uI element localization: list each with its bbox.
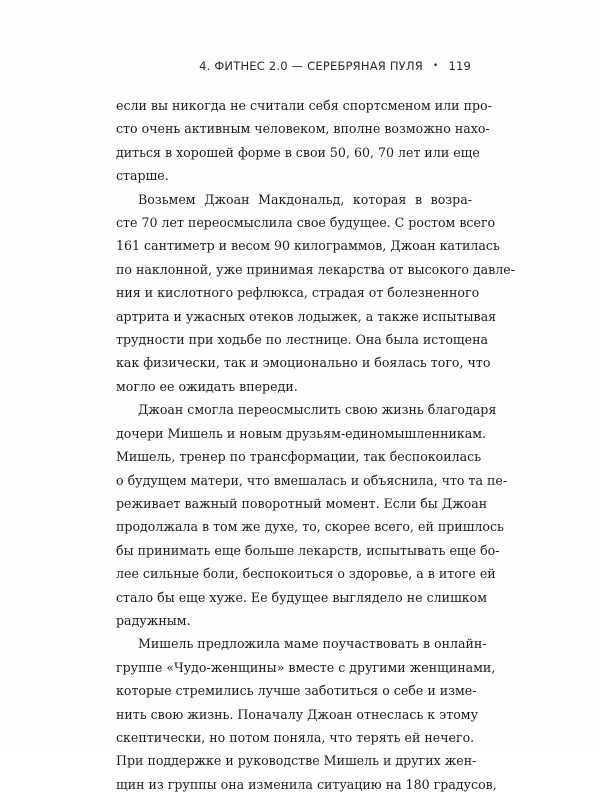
text-line: При поддержке и руководстве Мишель и других жен- bbox=[116, 753, 477, 769]
header-separator: • bbox=[432, 60, 439, 71]
text-line: Джоан смогла переосмыслить свою жизнь благодаря bbox=[138, 402, 497, 418]
text-line: о будущем матери, что вмешалась и объяснила, что та пе- bbox=[116, 472, 508, 488]
text-line: лее сильные боли, беспокоиться о здоровье, а в итоге ей bbox=[116, 566, 496, 582]
text-line: могло ее ожидать впереди. bbox=[116, 378, 298, 394]
text-line: трудности при ходьбе по лестнице. Она была истощена bbox=[116, 332, 488, 348]
text-line: группе «Чудо-женщины» вместе с другими женщинами, bbox=[116, 659, 496, 675]
text-line: нить свою жизнь. Поначалу Джоан отнеслась к этому bbox=[116, 706, 478, 722]
paragraph-3 bbox=[116, 398, 508, 632]
text-line: продолжала в том же духе, то, скорее всего, ей пришлось bbox=[116, 519, 504, 535]
paragraph-4 bbox=[116, 632, 497, 796]
text-line: сте 70 лет переосмыслила свое будущее. С ростом всего bbox=[116, 215, 496, 231]
text-line: диться в хорошей форме в свои 50, 60, 70 лет или еще bbox=[116, 144, 480, 160]
text-line: дочери Мишель и новым друзьям-единомышленникам. bbox=[116, 425, 487, 441]
body-text bbox=[116, 94, 515, 796]
text-line: как физически, так и эмоционально и боялась того, что bbox=[116, 355, 491, 371]
paragraph-1 bbox=[116, 94, 492, 188]
page-number: 119 bbox=[448, 59, 471, 73]
paragraph-2 bbox=[116, 188, 515, 399]
text-line: сто очень активным человеком, вполне возможно нахо- bbox=[116, 121, 490, 137]
text-line: старше. bbox=[116, 168, 169, 184]
text-line: радужным. bbox=[116, 612, 191, 628]
text-line: Возьмем Джоан Макдональд, которая в возра- bbox=[138, 191, 472, 207]
text-line: ния и кислотного рефлюкса, страдая от болезненного bbox=[116, 285, 480, 301]
text-line: Мишель, тренер по трансформации, так беспокоилась bbox=[116, 449, 482, 465]
text-line: стало бы еще хуже. Ее будущее выглядело не слишком bbox=[116, 589, 488, 605]
chapter-title: 4. ФИТНЕС 2.0 — СЕРЕБРЯНАЯ ПУЛЯ bbox=[199, 59, 423, 73]
text-line: по наклонной, уже принимая лекарства от высокого давле- bbox=[116, 261, 515, 277]
text-line: скептически, но потом поняла, что терять ей нечего. bbox=[116, 729, 475, 745]
text-line: если вы никогда не считали себя спортсменом или про- bbox=[116, 98, 492, 113]
text-line: щин из группы она изменила ситуацию на 180 градусов, bbox=[116, 776, 497, 792]
text-line: Мишель предложила маме поучаствовать в онлайн- bbox=[138, 636, 487, 652]
text-line: артрита и ужасных отеков лодыжек, а также испытывая bbox=[116, 308, 497, 324]
text-line: которые стремились лучше заботиться о себе и изме- bbox=[116, 683, 477, 699]
running-header bbox=[199, 59, 471, 73]
text-line: бы принимать еще больше лекарств, испытывать еще бо- bbox=[116, 542, 500, 558]
text-line: 161 сантиметр и весом 90 килограммов, Джоан катилась bbox=[116, 238, 500, 254]
text-line: реживает важный поворотный момент. Если бы Джоан bbox=[116, 495, 488, 511]
